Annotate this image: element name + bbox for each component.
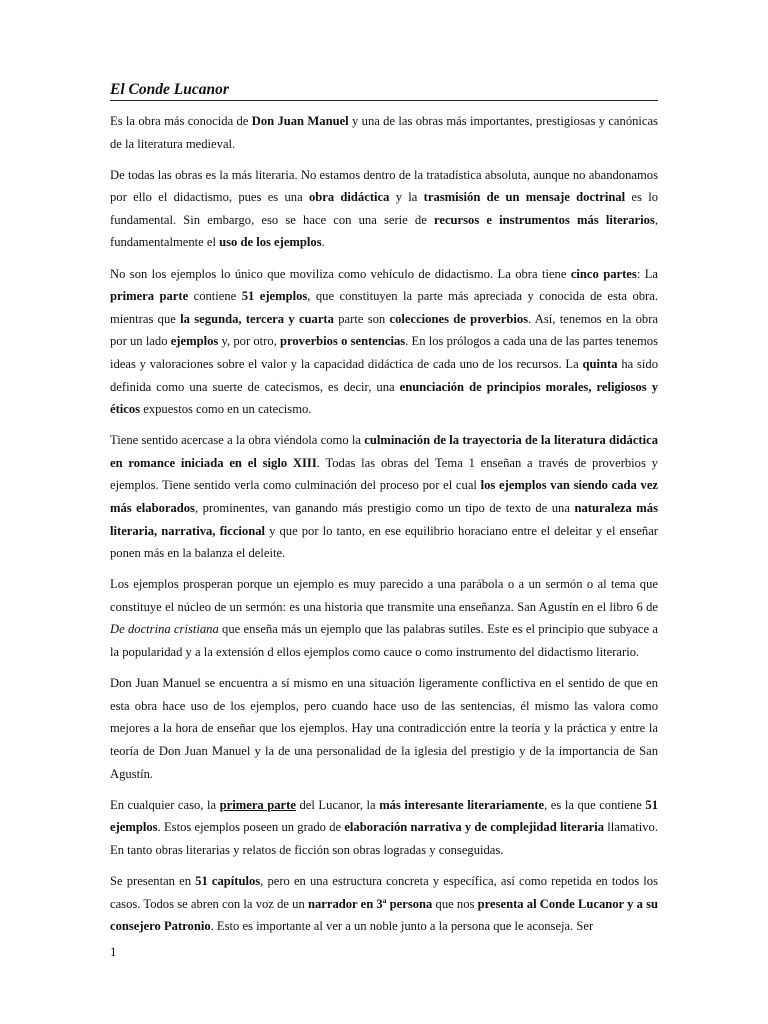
text-run: contiene: [188, 289, 242, 304]
text-run: , pero en una estructura concreta y específica, así como repetida en todos los casos. Todos se abren con la voz de un: [110, 873, 658, 911]
emphasized-text: Don Juan Manuel: [251, 114, 349, 128]
text-run: . Esto es importante al ver a un noble junto a la persona que le aconseja. Ser: [210, 919, 594, 934]
emphasized-text: presenta al Conde Lucanor y a su consejero Patronio: [110, 896, 659, 934]
text-run: Tiene sentido acercase a la obra viéndola como la: [110, 433, 365, 448]
text-run: : La: [636, 266, 658, 281]
text-run: .: [321, 235, 325, 250]
page-number: 1: [110, 944, 117, 959]
body-paragraph: [110, 263, 658, 421]
emphasized-text: ejemplos: [170, 334, 219, 349]
emphasized-text: elaboración narrativa y de complejidad literaria: [344, 820, 605, 835]
emphasized-text: obra didáctica: [308, 190, 390, 205]
emphasized-text: más interesante literariamente: [379, 797, 545, 812]
body-paragraph: [110, 870, 658, 938]
text-run: De todas las obras es la más literaria. No estamos dentro de la tratadística absoluta, aunque no abandonamos por ello el didactismo, pues es una: [110, 167, 658, 205]
text-run: . Todas las obras del Tema 1 enseñan a través de proverbios y ejemplos. Tiene sentido verla como culminación del proceso por el cual: [110, 455, 658, 493]
emphasized-text: los ejemplos van siendo cada vez más elaborados: [110, 478, 658, 515]
document-body: [110, 110, 658, 938]
emphasized-text: primera parte: [110, 289, 189, 304]
text-run: Es la obra más conocida de: [110, 114, 252, 128]
emphasized-text: 51 ejemplos: [110, 797, 658, 835]
emphasized-text: cinco partes: [570, 266, 637, 281]
emphasized-text: culminación de la trayectoria de la literatura didáctica en romance iniciada en el siglo XIII: [110, 433, 659, 470]
text-run: y que por lo tanto, en ese equilibrio horaciano entre el deleitar y el enseñar ponen más en la balanza el deleite.: [110, 523, 659, 561]
text-run: , es la que contiene: [544, 797, 646, 812]
text-run: llamativo. En tanto obras literarias y relatos de ficción son obras logradas y conseguidas.: [110, 820, 658, 857]
italic-title-text: De doctrina cristiana: [110, 622, 219, 637]
text-run: Don Juan Manuel se encuentra a sí mismo en una situación ligeramente conflictiva en el sentido de que en esta obra hace uso de los ejemplos, pero cuando hace uso de las sentencias, él mismo las valora como mejores a la hora de enseñar que los ejemplos. Hay una contradicción entre la teoría y la práctica y entre la teoría de Don Juan Manuel y la de una personalidad de la iglesia del prestigio y de la importancia de San Agustín.: [110, 676, 658, 781]
text-run: No son los ejemplos lo único que moviliza como vehículo de didactismo. La obra tiene: [110, 266, 571, 281]
emphasized-text: la segunda, tercera y cuarta: [180, 311, 334, 326]
emphasized-text: uso de los ejemplos: [219, 235, 322, 250]
text-run: , que constituyen la parte más apreciada y conocida de esta obra. mientras que: [110, 289, 658, 326]
text-run: Se presentan en: [110, 873, 196, 888]
text-run: En cualquier caso, la: [110, 797, 220, 812]
text-run: y una de las obras más importantes, prestigiosas y canónicas de la literatura medieval.: [110, 114, 658, 151]
text-run: . Estos ejemplos poseen un grado de: [157, 820, 345, 835]
text-run: . Así, tenemos en la obra por un lado: [110, 311, 658, 349]
text-run: , prominentes, van ganando más prestigio como un tipo de texto de una: [194, 501, 575, 515]
document-page: [110, 80, 658, 946]
text-run: y la: [389, 190, 424, 205]
text-run: Los ejemplos prosperan porque un ejemplo es muy parecido a una parábola o a un sermón o al tema que constituye el núcleo de un sermón: es una historia que transmite una enseñanza. San Agustín en el libro 6 de: [110, 577, 658, 614]
text-run: es lo fundamental. Sin embargo, eso se hace con una serie de: [110, 190, 658, 227]
body-paragraph: [110, 429, 658, 565]
emphasized-text: colecciones de proverbios: [389, 311, 529, 326]
emphasized-text: 51 ejemplos: [241, 289, 308, 304]
text-run: ha sido definida como una suerte de catecismos, es decir, una: [110, 356, 658, 394]
body-paragraph: [110, 110, 658, 155]
text-run: del Lucanor, la: [295, 797, 380, 812]
body-paragraph: [110, 164, 658, 254]
text-run: expuestos como en un catecismo.: [140, 402, 312, 417]
emphasized-text: recursos e instrumentos más literarios: [434, 212, 655, 227]
emphasized-text: narrador en 3ª persona: [307, 896, 433, 911]
emphasized-text: primera parte: [219, 797, 296, 812]
text-run: . En los prólogos a cada una de las partes tenemos ideas y valoraciones sobre el valor y la capacidad didáctica de cada uno de los recursos. La: [110, 334, 658, 371]
text-run: parte son: [333, 311, 390, 326]
emphasized-text: proverbios o sentencias: [280, 334, 406, 349]
text-run: que enseña más un ejemplo que las palabras sutiles. Este es el principio que subyace a la popularidad y a la extensión d ellos ejemplos como cauce o como instrumento del didactismo literario.: [110, 622, 659, 660]
body-paragraph: [110, 794, 658, 862]
emphasized-text: naturaleza más literaria, narrativa, ficcional: [110, 501, 658, 538]
body-paragraph: [110, 672, 658, 785]
text-run: y, por otro,: [218, 334, 281, 349]
emphasized-text: enunciación de principios morales, religiosos y éticos: [110, 379, 658, 417]
document-title: El Conde Lucanor: [110, 80, 658, 101]
text-run: , fundamentalmente el: [110, 212, 658, 250]
emphasized-text: quinta: [582, 356, 618, 371]
text-run: que nos: [432, 896, 478, 911]
emphasized-text: 51 capítulos: [195, 873, 261, 888]
body-paragraph: [110, 573, 658, 663]
emphasized-text: trasmisión de un mensaje doctrinal: [423, 190, 626, 205]
